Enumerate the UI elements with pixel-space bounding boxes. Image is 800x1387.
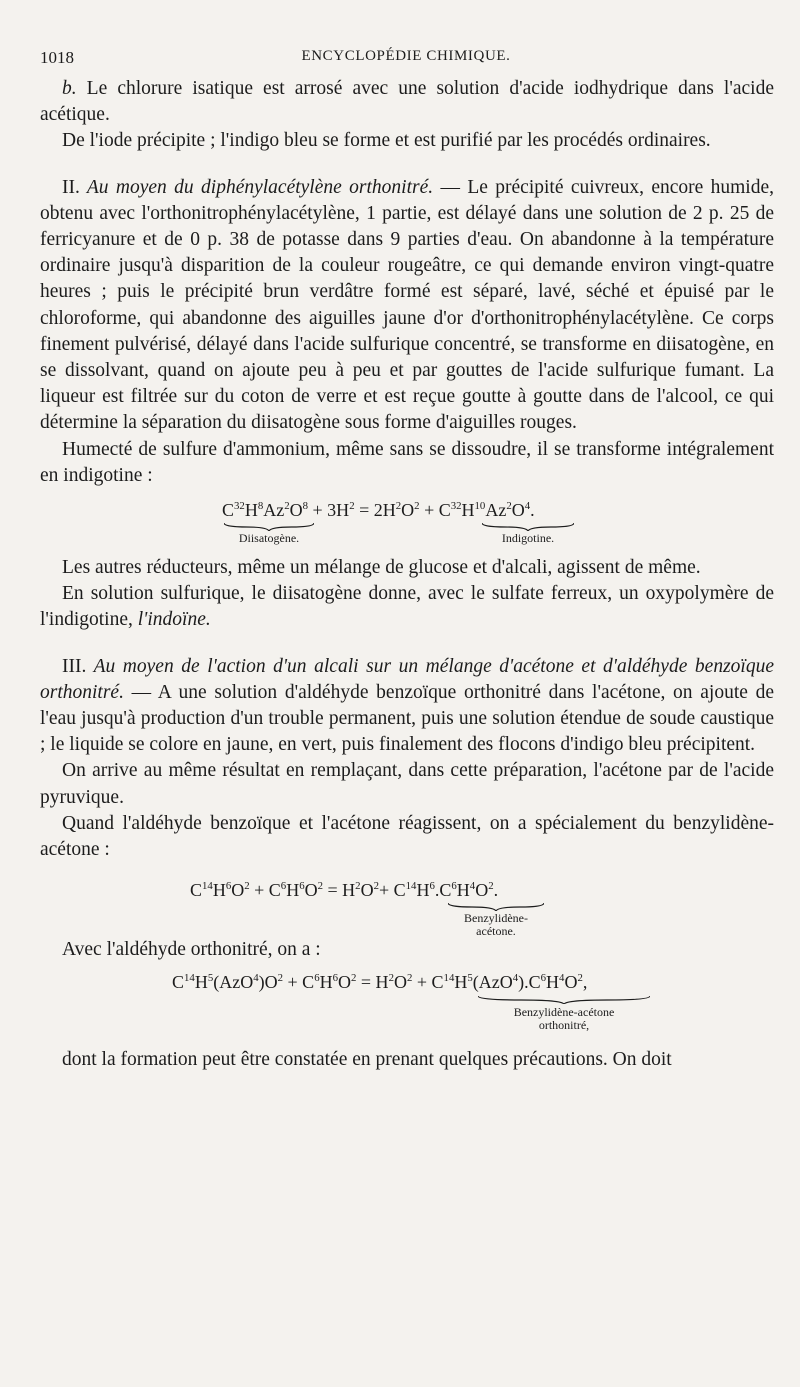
running-title: ENCYCLOPÉDIE CHIMIQUE. — [301, 48, 511, 64]
underbrace — [478, 996, 650, 1004]
paragraph: En solution sulfurique, le diisatogène donne, avec le sulfate ferreux, un oxypolymère de l'indigotine, l'indoïne. — [40, 583, 774, 631]
section-title: Au moyen du diphénylacétylène orthonitré. — [79, 176, 434, 198]
underbrace — [224, 523, 314, 531]
paragraph: Avec l'aldéhyde orthonitré, on a : — [62, 939, 321, 961]
equation-3: $C^{14}H^5(AzO^4)O^2 + C^6H^6O^2 = H^2O^2 + C^{14}H^5(AzO^4).C^6H^4O^2$, Benzylidène-acétone orthonitré, — [40, 963, 774, 1047]
underbrace — [482, 523, 574, 531]
page-number: 1018 — [40, 48, 74, 67]
equation-1: $C^{32}H^8Az^2O^8 + 3H^2 = 2H^2O^2 + C^{32}H^{10}Az^2O^4$. Diisatogène. Indigotine. — [40, 489, 774, 555]
body-text — [40, 76, 774, 1074]
label-benzylidene-acetone: Benzylidène- acétone. — [464, 911, 528, 939]
paragraph: Les autres réducteurs, même un mélange de glucose et d'alcali, agissent de même. — [62, 557, 701, 579]
label-indigotine: Indigotine. — [501, 531, 555, 546]
paragraph: Quand l'aldéhyde benzoïque et l'acétone réagissent, on a spécialement du benzylidène-acétone : — [40, 812, 774, 861]
label-diisatogene: Diisatogène. — [238, 531, 300, 546]
paragraph: Humecté de sulfure d'ammonium, même sans se dissoudre, il se transforme intégralement en indigotine : — [40, 438, 774, 486]
label-benzylidene-acetone-orthonitre: Benzylidène-acétone orthonitré, — [513, 1005, 615, 1033]
page-header — [40, 48, 772, 72]
section-title: Au moyen de l'action d'un alcali sur un mélange d'acétone et d'aldéhyde benzoïque orthonitré. — [40, 655, 774, 703]
paragraph: dont la formation peut être constatée en prenant quelques précautions. On doit — [62, 1049, 672, 1071]
section-iii: III. Au moyen de l'action d'un alcali sur un mélange d'acétone et d'aldéhyde benzoïque orthonitré. — A une solution d'aldéhyde benzoïque orthonitré dans l'acétone, on ajoute de l'eau jusqu'à production d'un trouble permanent, puis une solution étendue de soude caustique ; le liquide se colore en jaune, en vert, puis finalement des flocons d'indigo bleu précipitent. — [40, 655, 774, 756]
item-label: b. — [62, 78, 77, 99]
equation-2: $C^{14}H^6O^2 + C^6H^6O^2 = H^2O^2+ C^{14}H^6.C^6H^4O^2$. Benzylidène- acétone. — [40, 863, 774, 937]
section-ii: II. Au moyen du diphénylacétylène orthonitré. — Le précipité cuivreux, encore humide, obtenu avec l'orthonitrophénylacétylène, 1 partie, est délayé dans une solution de 2 p. 25 de ferricyanure et de 0 p. 38 de potasse dans 9 parties d'eau. On abandonne à la température ordinaire jusqu'à disparition de la couleur rougeâtre, ce qui demande environ vingt-quatre heures ; puis le précipité brun verdâtre formé est séparé, lavé, séché et épuisé par le chloroforme, qui abandonne des aiguilles jaune d'or d'orthonitrophénylacétylène. Ce corps finement pulvérisé, délayé dans l'acide sulfurique concentré, se transforme en diisatogène, en se dissolvant, quand on ajoute peu à peu et par gouttes de l'acide sulfurique fumant. La liqueur est filtrée sur du coton de verre et est reçue goutte à goutte dans de l'alcool, ce qui détermine la séparation du diisatogène sous forme d'aiguilles rouges. — [40, 176, 775, 434]
paragraph: De l'iode précipite ; l'indigo bleu se forme et est purifié par les procédés ordinaires. — [62, 130, 711, 152]
underbrace — [448, 903, 544, 911]
paragraph-b: b. Le chlorure isatique est arrosé avec une solution d'acide iodhydrique dans l'acide acétique. — [40, 78, 774, 126]
paragraph: On arrive au même résultat en remplaçant, dans cette préparation, l'acétone par de l'acide pyruvique. — [40, 760, 774, 808]
